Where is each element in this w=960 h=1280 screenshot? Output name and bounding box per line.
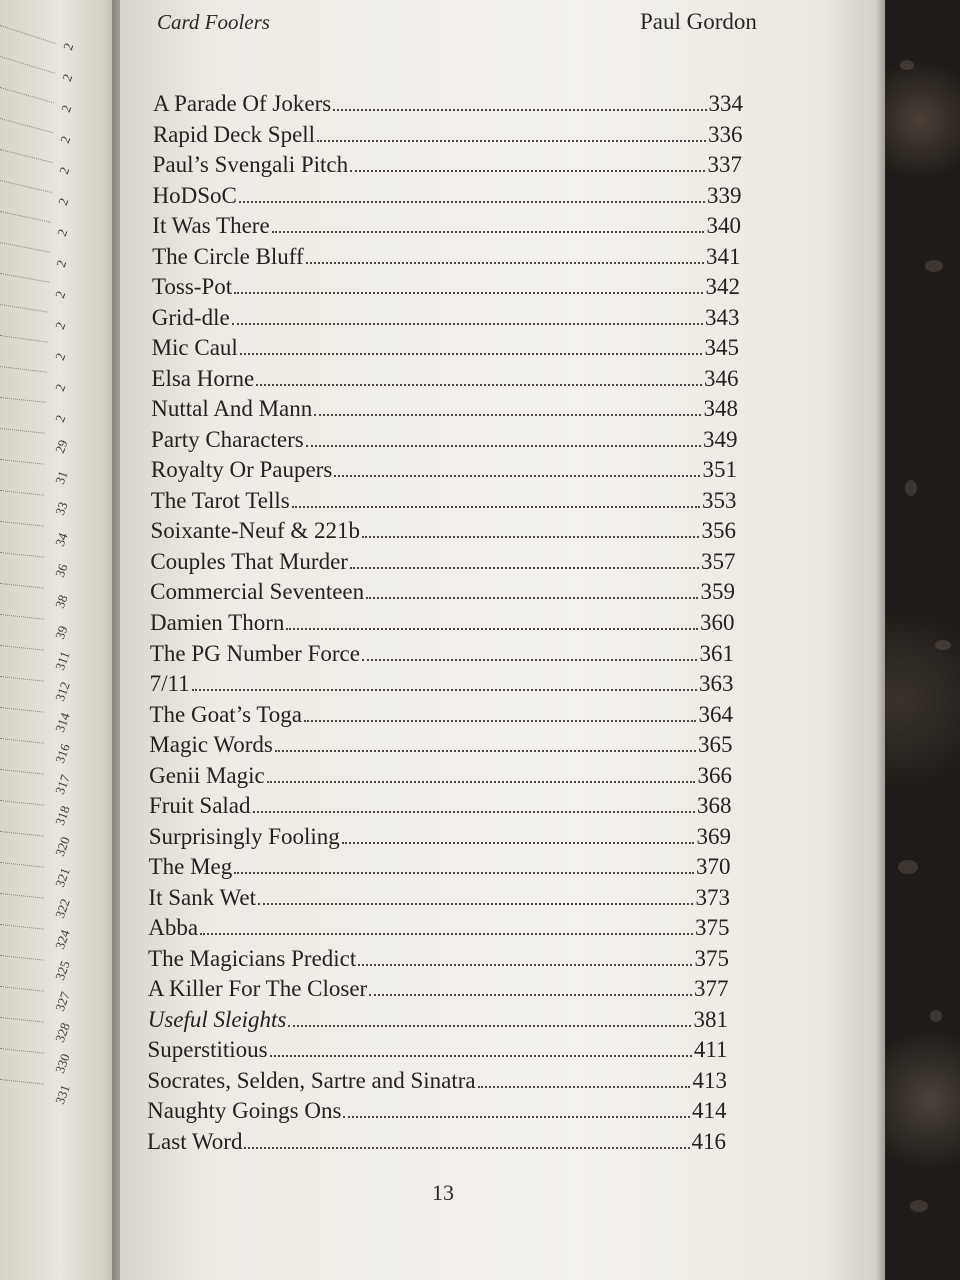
dot-leader	[350, 567, 699, 569]
toc-entry	[150, 640, 734, 668]
toc-entry	[152, 182, 741, 210]
toc-entry-page: 381	[693, 1006, 728, 1032]
facing-page-number: 320	[52, 834, 73, 859]
facing-page-number: 312	[52, 679, 73, 704]
toc-entry-title: The Meg	[148, 854, 233, 880]
dot-leader	[306, 445, 701, 447]
toc-entry-page: 413	[692, 1067, 727, 1093]
toc-entry	[150, 548, 735, 576]
facing-page-number: 317	[52, 772, 73, 797]
dot-leader	[292, 506, 700, 508]
toc-entry	[150, 670, 734, 698]
toc-entry	[151, 456, 737, 484]
toc-entry-title: Abba	[148, 915, 199, 941]
toc-entry-page: 377	[693, 976, 729, 1002]
toc-entry-title: Surprisingly Fooling	[148, 823, 340, 849]
facing-page-number: 330	[52, 1051, 73, 1076]
toc-entry-page: 365	[697, 732, 733, 758]
toc-entry	[152, 212, 741, 240]
dot-leader	[232, 323, 703, 325]
toc-entry	[152, 273, 740, 301]
toc-entry-page: 369	[696, 823, 731, 849]
toc-entry-page: 345	[704, 335, 739, 361]
toc-entry-title: Socrates, Selden, Sartre and Sinatra	[147, 1067, 476, 1093]
toc-entry	[152, 304, 740, 332]
dot-leader	[333, 109, 706, 111]
toc-entry	[152, 243, 740, 271]
facing-page-number: 321	[52, 865, 73, 890]
running-head-author: Paul Gordon	[640, 9, 757, 34]
toc-entry-title: The Goat’s Toga	[149, 701, 303, 727]
facing-page-number: 34	[52, 530, 71, 549]
toc-entry-page: 356	[701, 518, 736, 544]
dot-leader	[286, 628, 698, 630]
toc-entry-title: Magic Words	[149, 732, 273, 758]
dot-leader	[350, 170, 705, 172]
facing-page-number: 31	[52, 468, 71, 487]
toc-entry	[152, 334, 739, 362]
facing-page-number: 324	[52, 927, 73, 952]
toc-entry-title: Superstitious	[147, 1037, 268, 1063]
toc-entry-page: 353	[701, 487, 737, 513]
toc-entry-title: Elsa Horne	[151, 365, 255, 391]
page-number: 13	[432, 1180, 454, 1205]
facing-page-number: 322	[52, 896, 73, 921]
toc-entry-title: Soixante-Neuf & 221b	[150, 518, 361, 544]
facing-page-number: 328	[52, 1020, 73, 1045]
toc-entry-page: 368	[696, 793, 732, 819]
toc-entry-title: Mic Caul	[151, 335, 238, 361]
toc-entry-title: The PG Number Force	[149, 640, 360, 666]
dot-leader	[239, 201, 705, 203]
facing-page-number: 2	[58, 102, 75, 115]
dot-leader	[234, 872, 694, 874]
toc-entry-title: It Was There	[152, 213, 270, 239]
toc-entry	[147, 1067, 727, 1095]
facing-page-number: 2	[52, 288, 69, 301]
toc-entry	[153, 90, 743, 118]
toc-entry	[147, 1097, 726, 1125]
toc-entry-page: 414	[691, 1098, 727, 1124]
dot-leader	[306, 262, 704, 264]
dot-leader	[192, 689, 697, 691]
dot-leader	[200, 933, 693, 935]
dot-leader	[334, 475, 700, 477]
toc-entry-page: 370	[695, 854, 731, 880]
toc-entry	[148, 884, 730, 912]
dot-leader	[258, 903, 693, 905]
toc-entry-page: 361	[699, 640, 734, 666]
dot-leader	[342, 842, 695, 844]
facing-page-number: 325	[52, 958, 73, 983]
toc-entry	[149, 762, 732, 790]
dot-leader	[267, 781, 696, 783]
facing-page-number: 33	[52, 499, 71, 518]
toc-entry	[150, 578, 735, 606]
toc-entry-title: A Killer For The Closer	[147, 976, 368, 1002]
dot-leader	[362, 659, 698, 661]
facing-page-number: 316	[52, 741, 73, 766]
toc-entry-page: 373	[695, 884, 730, 910]
toc-entry-page: 366	[697, 762, 732, 788]
toc-entry-title: Toss-Pot	[151, 274, 233, 300]
toc-entry	[151, 395, 738, 423]
toc-entry-page: 337	[707, 152, 742, 178]
toc-entry-page: 357	[700, 548, 736, 574]
toc-entry-page: 339	[706, 182, 742, 208]
facing-page-number: 2	[53, 257, 70, 270]
toc-entry	[151, 517, 736, 545]
facing-page-number: 2	[55, 195, 72, 208]
dot-leader	[270, 1055, 692, 1057]
toc-entry	[148, 914, 729, 942]
facing-page-number: 2	[57, 133, 74, 146]
toc-entry	[149, 701, 733, 729]
facing-page-number: 39	[52, 623, 71, 642]
dot-leader	[314, 414, 701, 416]
toc-entry-page: 346	[703, 365, 739, 391]
toc-entry-title: The Circle Bluff	[152, 243, 304, 269]
toc-entry-title: The Tarot Tells	[150, 487, 290, 513]
toc-entry	[148, 945, 729, 973]
toc-entry	[148, 1006, 728, 1034]
dot-leader	[478, 1086, 691, 1088]
facing-page-number: 2	[52, 319, 69, 332]
toc-entry-page: 360	[700, 610, 735, 635]
toc-entry-page: 336	[707, 121, 743, 147]
toc-entry-title: Damien Thorn	[150, 610, 285, 635]
toc-entry	[149, 823, 731, 851]
dot-leader	[240, 353, 703, 355]
dot-leader	[253, 811, 695, 813]
facing-page-number: 331	[52, 1082, 73, 1107]
toc-entry-page: 351	[702, 457, 737, 483]
dot-leader	[358, 964, 692, 966]
dot-leader	[317, 140, 706, 142]
toc-entry	[149, 853, 731, 881]
dot-leader	[366, 597, 698, 599]
toc-entry-page: 416	[691, 1129, 726, 1154]
toc-entry-title: Couples That Murder	[150, 548, 348, 574]
toc-entry-title: Last Word	[147, 1129, 243, 1154]
dot-leader	[362, 536, 699, 538]
facing-page-number: 327	[52, 989, 73, 1014]
toc-entry-title: Useful Sleights	[147, 1006, 287, 1032]
facing-page-number: 311	[52, 649, 73, 673]
facing-page-number: 2	[54, 226, 71, 239]
toc-entry	[148, 1036, 728, 1064]
facing-page-number: 2	[59, 71, 76, 84]
toc-entry-title: Royalty Or Paupers	[150, 457, 333, 483]
toc-entry-page: 342	[705, 274, 740, 300]
toc-entry-title: The Magicians Predict	[148, 945, 357, 971]
toc-entry	[149, 792, 732, 820]
dot-leader	[244, 1147, 689, 1149]
toc-entry-title: Commercial Seventeen	[150, 579, 365, 605]
toc-entry-page: 375	[694, 945, 729, 971]
toc-entry-title: Paul’s Svengali Pitch	[152, 152, 349, 178]
toc-entry	[150, 609, 735, 637]
toc-entry-page: 343	[704, 304, 740, 330]
facing-page-number: 2	[52, 350, 69, 363]
dot-leader	[304, 720, 696, 722]
facing-page-number: 2	[60, 40, 77, 53]
toc-entry	[148, 975, 729, 1003]
toc-entry	[151, 365, 738, 393]
dot-leader	[369, 994, 692, 996]
dot-leader	[275, 750, 696, 752]
toc-entry-page: 334	[708, 91, 743, 116]
toc-entry-title: 7/11	[149, 671, 190, 697]
dot-leader	[234, 292, 703, 294]
facing-page-number: 38	[52, 592, 71, 611]
toc-entry-title: Genii Magic	[149, 762, 265, 788]
toc-entry	[147, 1128, 726, 1156]
facing-page-number: 2	[52, 381, 69, 394]
toc-entry-title: A Parade Of Jokers	[153, 91, 332, 116]
facing-page-number: 318	[52, 803, 73, 828]
toc-entry	[153, 121, 743, 149]
toc-entry-title: Rapid Deck Spell	[152, 121, 316, 147]
toc-entry-title: Naughty Goings Ons	[147, 1098, 342, 1124]
toc-entry-page: 359	[700, 579, 735, 605]
dot-leader	[256, 384, 702, 386]
toc-entry	[149, 731, 732, 759]
toc-entry-page: 341	[705, 243, 741, 269]
facing-page-number: 2	[52, 412, 69, 425]
toc-entry	[151, 487, 737, 515]
toc-entry	[151, 426, 737, 454]
toc-entry-title: Fruit Salad	[148, 793, 251, 819]
toc-entry-title: Nuttal And Mann	[151, 396, 313, 422]
toc-entry-page: 375	[694, 915, 730, 941]
dot-leader	[272, 231, 705, 233]
facing-page-number: 29	[52, 437, 71, 456]
toc-entry-title: Grid-dle	[151, 304, 230, 330]
facing-page-number: 2	[56, 164, 73, 177]
toc-entry	[153, 151, 742, 179]
toc-entry-page: 348	[703, 396, 738, 422]
dot-leader	[288, 1025, 691, 1027]
facing-page-number: 314	[52, 710, 73, 735]
toc-entry-title: Party Characters	[151, 426, 304, 452]
toc-entry-title: HoDSoC	[152, 182, 237, 208]
toc-entry-page: 364	[698, 701, 733, 727]
dot-leader	[343, 1116, 690, 1118]
toc-entry-title: It Sank Wet	[148, 884, 257, 910]
toc-entry-page: 411	[693, 1037, 728, 1063]
running-head-title: Card Foolers	[157, 10, 270, 34]
toc-entry-page: 340	[706, 213, 741, 239]
facing-page-number: 36	[52, 561, 71, 580]
toc-entry-page: 349	[702, 426, 738, 452]
toc-entry-page: 363	[698, 671, 734, 697]
